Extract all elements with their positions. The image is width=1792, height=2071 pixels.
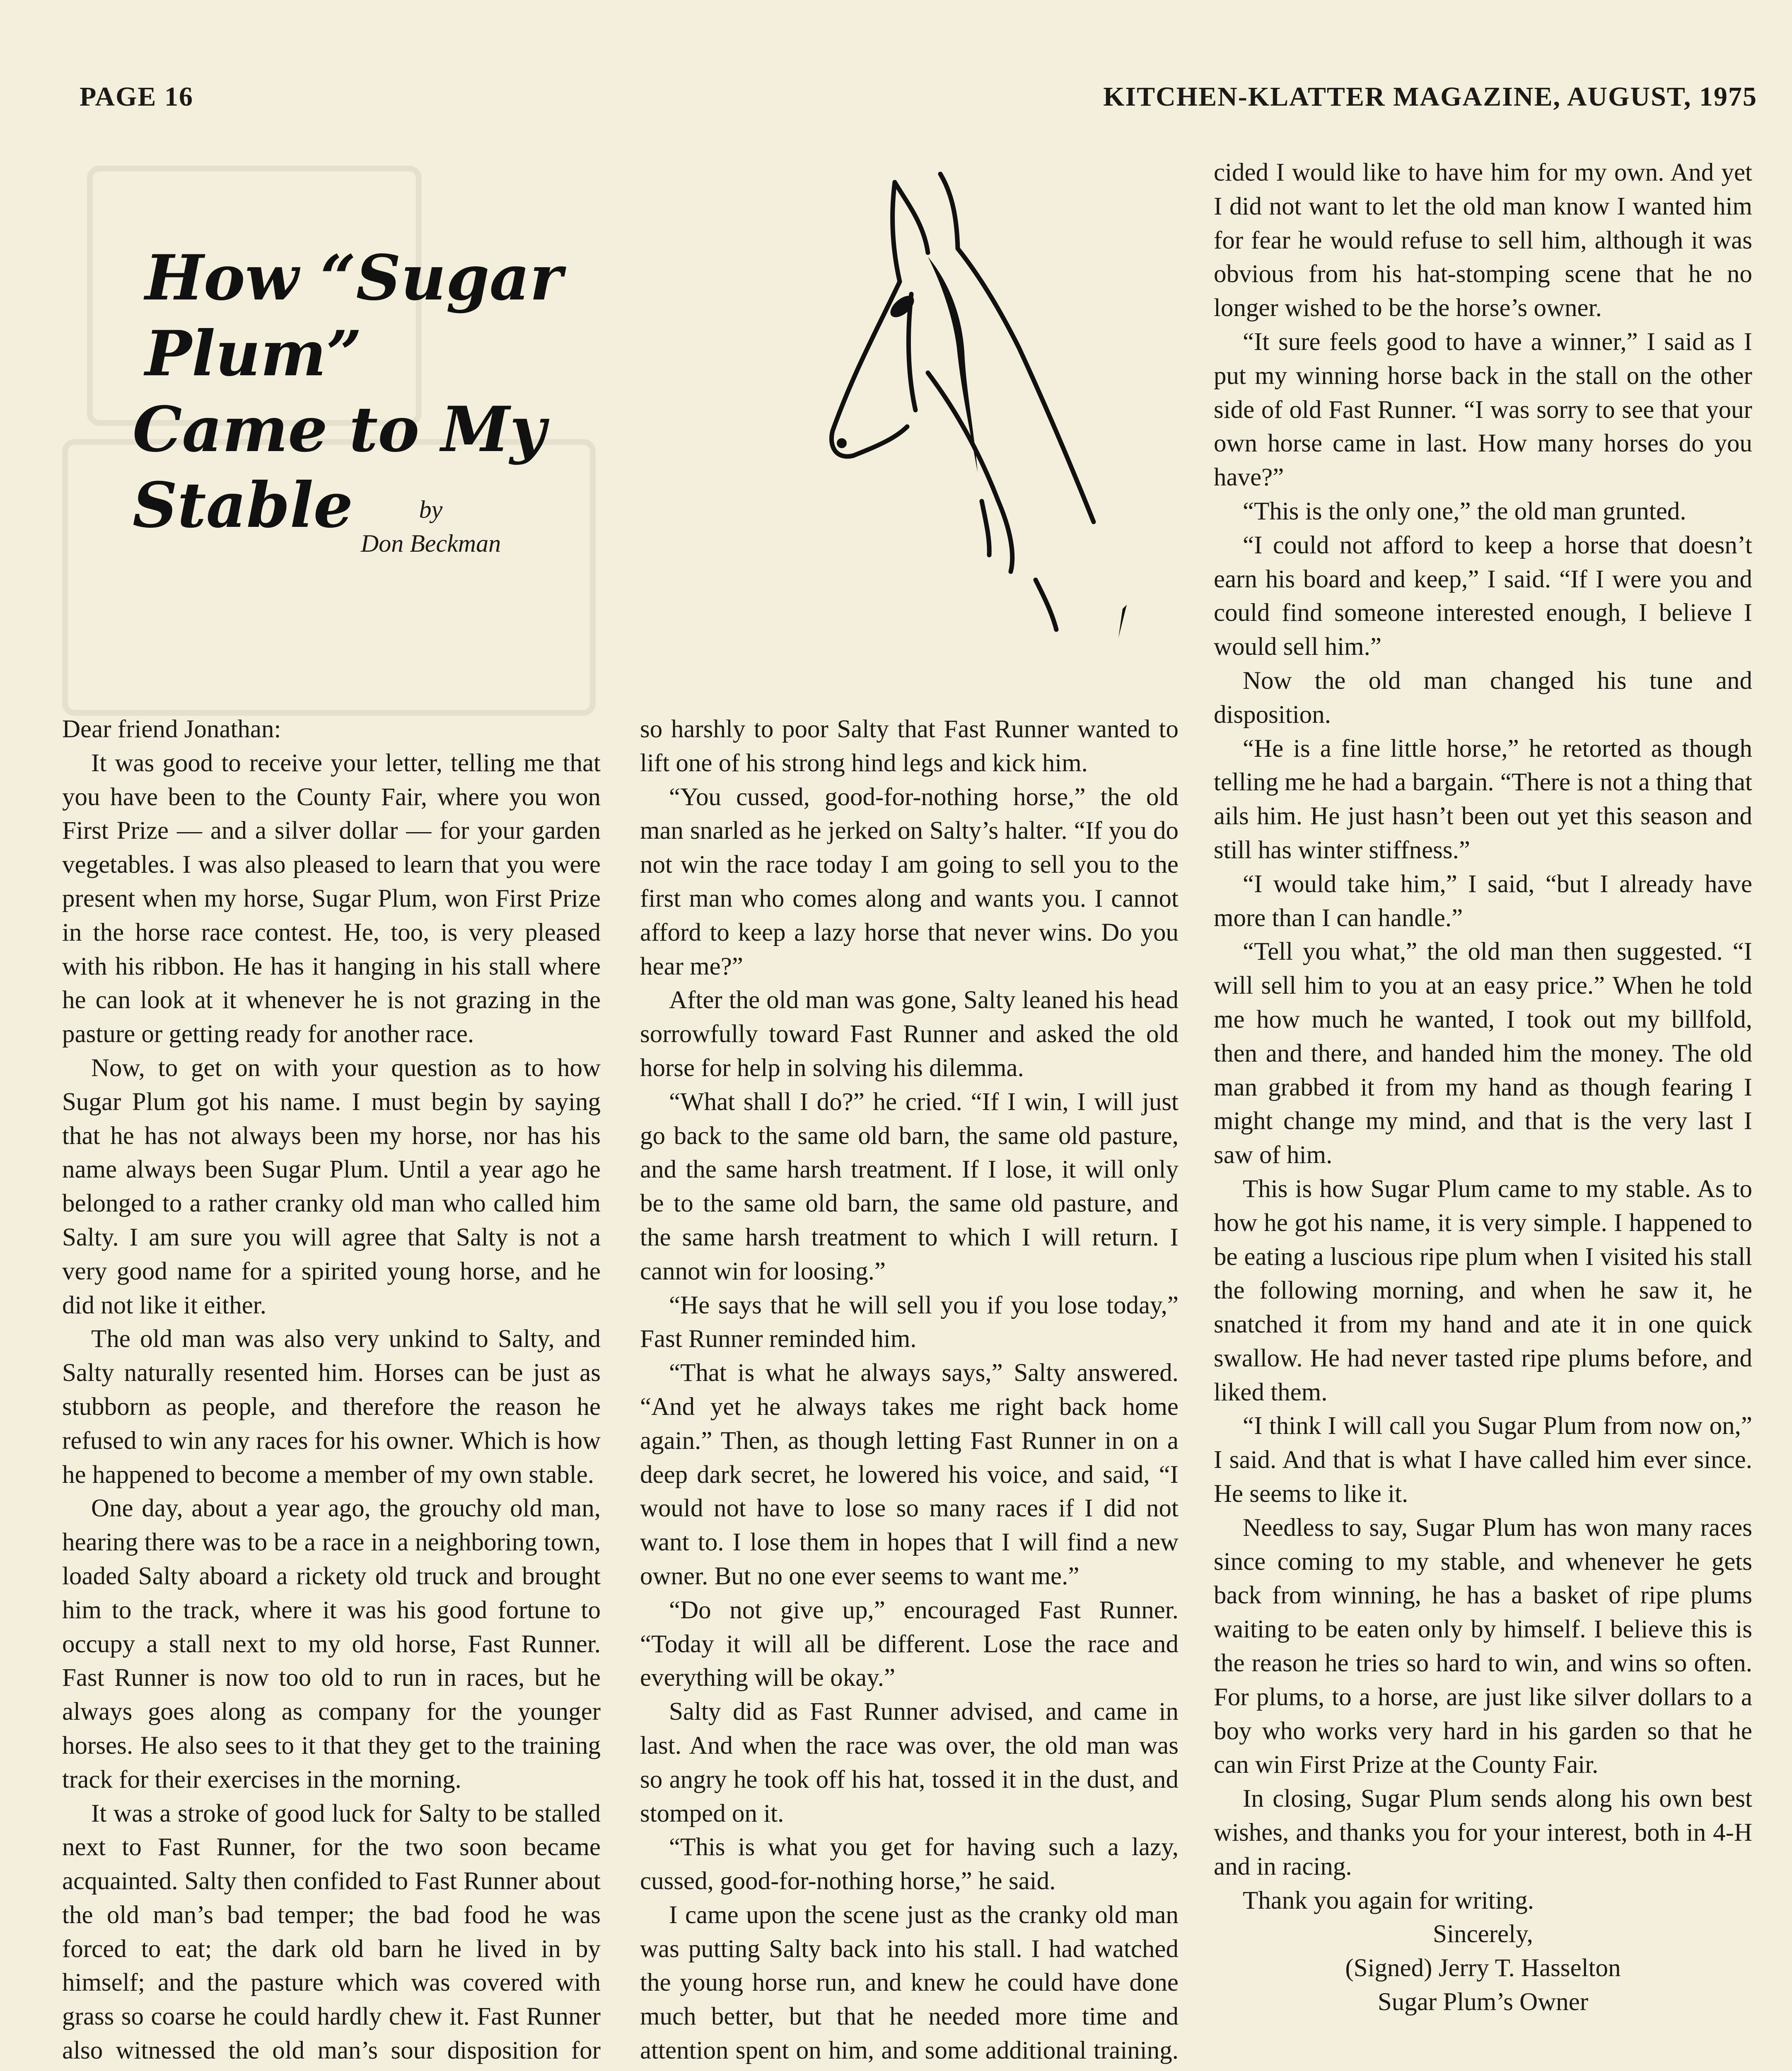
column-2 xyxy=(640,712,1179,2071)
horse-leg-mark xyxy=(1036,580,1056,630)
column-1 xyxy=(62,712,601,2071)
horse-head-sketch xyxy=(804,157,1135,667)
paragraph: Thank you again for writing. xyxy=(1243,1886,1534,1914)
paragraph: The old man was also very unkind to Salty, and Salty naturally resented him. Horses can be just as stubborn as people, and therefore the reason he refused to win any races for his owner. Which is how he happened to become a member of my own stable. xyxy=(62,1325,601,1489)
horse-throat-line xyxy=(928,373,1012,572)
page-number: PAGE 16 xyxy=(80,82,193,112)
byline-author: Don Beckman xyxy=(360,530,501,557)
paragraph: “That is what he always says,” Salty answered. “And yet he always takes me right back home again.” Then, as though letting Fast Runner in on a deep dark secret, he lowered his voice, and said, “I would not have to lose so many races if I did not want to. I lose them in hopes that I will find a new owner. But no one ever seems to want me.” xyxy=(640,1359,1179,1590)
paragraph: It was a stroke of good luck for Salty to be stalled next to Fast Runner, for the two soon became acquainted. Salty then confided to Fast Runner about the old man’s bad temper; the bad food he was forced to eat; the dark old barn he lived in by himself; and the pasture which was covered with grass so coarse he could hardly chew it. Fast Runner also witnessed the old man’s sour disposition for xyxy=(62,1799,601,2065)
paragraph: This is how Sugar Plum came to my stable. As to how he got his name, it is very simple. I happened to be eating a luscious ripe plum when I visited his stall the following morning, and when he saw it, he snatched it from my hand and ate it in one quick swallow. He had never tasted ripe plums before, and liked them. xyxy=(1214,1175,1752,1406)
horse-cheek-line xyxy=(908,294,915,410)
horse-far-ear xyxy=(940,174,958,249)
paragraph: After the old man was gone, Salty leaned his head sorrowfully toward Fast Runner and asked the old horse for help in solving his dilemma. xyxy=(640,986,1179,1082)
paragraph: cided I would like to have him for my own. And yet I did not want to let the old man know I wanted him for fear he would refuse to sell him, although it was obvious from his hat-stomping scene that he no longer wished to be the horse’s owner. xyxy=(1214,159,1752,322)
paragraph: “This is what you get for having such a lazy, cussed, good-for-nothing horse,” he said. xyxy=(640,1833,1179,1895)
paragraph: One day, about a year ago, the grouchy old man, hearing there was to be a race in a neighboring town, loaded Salty aboard a rickety old truck and brought him to the track, where it was his good fortune to occupy a stall next to my old horse, Fast Runner. Fast Runner is now too old to run in races, but he always goes along as company for the younger horses. He also sees to it that they get to the training track for their exercises in the morning. xyxy=(62,1494,601,1793)
paragraph: “You cussed, good-for-nothing horse,” the old man snarled as he jerked on Salty’s halter. “If you do not win the race today I am going to sell you to the first man who comes along and wants you. I cannot afford to keep a lazy horse that never wins. Do you hear me?” xyxy=(640,783,1179,980)
paragraph: Now, to get on with your question as to how Sugar Plum got his name. I must begin by saying that he has not always been my horse, nor has his name always been Sugar Plum. Until a year ago he belonged to a rather cranky old man who called him Salty. I am sure you will agree that Salty is not a very good name for a spirited young horse, and he did not like it either. xyxy=(62,1054,601,1319)
paragraph: “He says that he will sell you if you lose today,” Fast Runner reminded him. xyxy=(640,1291,1179,1353)
paragraph: “It sure feels good to have a winner,” I said as I put my winning horse back in the stall on the other side of old Fast Runner. “I was sorry to see that your own horse came in last. How many horses do you have?” xyxy=(1214,328,1752,492)
paragraph: In closing, Sugar Plum sends along his own best wishes, and thanks you for your interest, both in 4-H and in racing. xyxy=(1214,1785,1752,1880)
paragraph: “He is a fine little horse,” he retorted as though telling me he had a bargain. “There is not a thing that ails him. He just hasn’t been out yet this season and still has winter stiffness.” xyxy=(1214,734,1752,864)
signature-block xyxy=(1214,1917,1752,2019)
paragraph: “This is the only one,” the old man grunted. xyxy=(1243,497,1686,525)
paragraph: “I would take him,” I said, “but I already have more than I can handle.” xyxy=(1214,870,1752,932)
horse-neck-line xyxy=(958,249,1094,522)
horse-stroke-mark xyxy=(1118,605,1127,638)
closing-sincerely: Sincerely, xyxy=(1433,1920,1533,1948)
salutation: Dear friend Jonathan: xyxy=(62,715,281,743)
horse-nostril xyxy=(837,438,847,448)
paragraph: Now the old man changed his tune and disposition. xyxy=(1214,666,1752,729)
paragraph: “Tell you what,” the old man then suggested. “I will sell him to you at an easy price.” When he told me how much he wanted, I took out my billfold, then and there, and handed him the money. The old man grabbed it from my hand as though fearing I might change my mind, and that is the very last I saw of him. xyxy=(1214,938,1752,1169)
title-line-1: How “Sugar Plum” xyxy=(145,241,563,390)
paragraph: I came upon the scene just as the cranky old man was putting Salty back into his stall. I had watched the young horse run, and knew he could have done much better, but that he needed more time and attention spent on him, and some additional training. xyxy=(640,1901,1179,2065)
column-3 xyxy=(1214,156,1752,2019)
closing-signed: (Signed) Jerry T. Hasselton xyxy=(1345,1954,1621,1982)
publication-line: KITCHEN-KLATTER MAGAZINE, AUGUST, 1975 xyxy=(1103,82,1757,112)
byline-by: by xyxy=(419,496,443,523)
horse-ear-inner xyxy=(895,182,928,253)
closing-title: Sugar Plum’s Owner xyxy=(1377,1988,1589,2016)
paragraph: Salty did as Fast Runner advised, and came in last. And when the race was over, the old man was so angry he took off his hat, tossed it in the dust, and stomped on it. xyxy=(640,1698,1179,1827)
paragraph: “What shall I do?” he cried. “If I win, I will just go back to the same old barn, the same old pasture, and the same harsh treatment. If I lose, it will only be to the same old barn, the same old pasture, and the same harsh treatment to which I will return. I cannot win for loosing.” xyxy=(640,1088,1179,1285)
horse-chest-mark xyxy=(982,501,989,555)
title-line-2: Came to My Stable xyxy=(133,393,546,542)
horse-ear-outline xyxy=(893,182,900,282)
paragraph: so harshly to poor Salty that Fast Runner wanted to lift one of his strong hind legs and kick him. xyxy=(640,715,1179,777)
paragraph: “Do not give up,” encouraged Fast Runner. “Today it will all be different. Lose the race and everything will be okay.” xyxy=(640,1596,1179,1692)
paragraph: Needless to say, Sugar Plum has won many races since coming to my stable, and whenever he gets back from winning, he has a basket of ripe plums waiting to be eaten only by himself. I believe this is the reason he tries so hard to win, and wins so often. For plums, to a horse, are just like silver dollars to a boy who works very hard in his garden so that he can win First Prize at the County Fair. xyxy=(1214,1513,1752,1779)
paragraph: “I could not afford to keep a horse that doesn’t earn his board and keep,” I said. “If I were you and could find someone interested enough, I believe I would sell him.” xyxy=(1214,531,1752,661)
paragraph: It was good to receive your letter, telling me that you have been to the County Fair, where you won First Prize — and a silver dollar — for your garden vegetables. I was also pleased to learn that you were present when my horse, Sugar Plum, won First Prize in the horse race contest. He, too, is very pleased with his ribbon. He has it hanging in his stall where he can look at it whenever he is not grazing in the pasture or getting ready for another race. xyxy=(62,749,601,1048)
paragraph: “I think I will call you Sugar Plum from now on,” I said. And that is what I have called him ever since. He seems to like it. xyxy=(1214,1412,1752,1508)
